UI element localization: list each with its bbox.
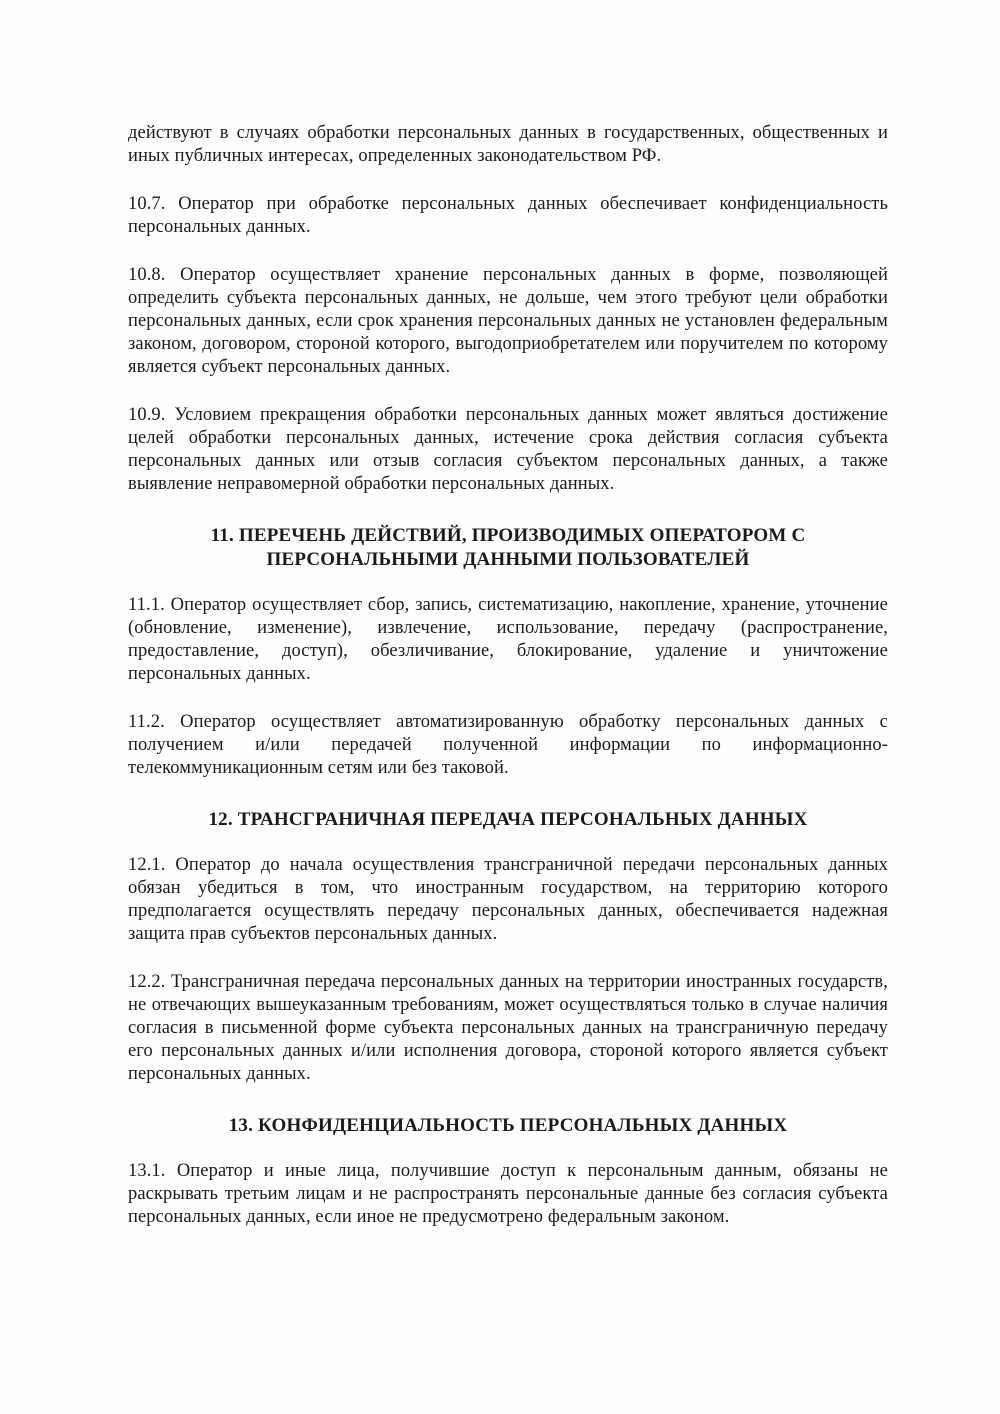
paragraph-12-2: 12.2. Трансграничная передача персональных данных на территории иностранных государств, не отвечающих вышеуказанным требованиям, может осуществляться только в случае наличия согласия в письменной форме субъекта персональных данных на трансграничную передачу его персональных данных и/или исполнения договора, стороной которого является субъект персональных данных. bbox=[128, 972, 888, 1084]
section-11-heading bbox=[128, 524, 888, 572]
paragraph-10-9: 10.9. Условием прекращения обработки персональных данных может являться достижение целей обработки персональных данных, истечение срока действия согласия субъекта персональных данных или отзыв согласия субъектом персональных данных, а также выявление неправомерной обработки персональных данных. bbox=[128, 405, 888, 494]
section-13-heading: 13. КОНФИДЕНЦИАЛЬНОСТЬ ПЕРСОНАЛЬНЫХ ДАННЫХ bbox=[228, 1115, 788, 1136]
document-body bbox=[128, 122, 888, 1254]
paragraph-12-1: 12.1. Оператор до начала осуществления трансграничной передачи персональных данных обязан убедиться в том, что иностранным государством, на территорию которого предполагается осуществлять передачу персональных данных, обеспечивается надежная защита прав субъектов персональных данных. bbox=[128, 855, 888, 944]
paragraph-11-2: 11.2. Оператор осуществляет автоматизированную обработку персональных данных с получением и/или передачей полученной информации по информационно-телекоммуникационным сетям или без таковой. bbox=[128, 712, 888, 778]
paragraph-10-8: 10.8. Оператор осуществляет хранение персональных данных в форме, позволяющей определить субъекта персональных данных, не дольше, чем этого требуют цели обработки персональных данных, если срок хранения персональных данных не установлен федеральным законом, договором, стороной которого, выгодоприобретателем или поручителем по которому является субъект персональных данных. bbox=[128, 265, 888, 377]
section-12-heading: 12. ТРАНСГРАНИЧНАЯ ПЕРЕДАЧА ПЕРСОНАЛЬНЫХ ДАННЫХ bbox=[208, 809, 808, 830]
paragraph-13-1: 13.1. Оператор и иные лица, получившие доступ к персональным данным, обязаны не раскрывать третьим лицам и не распространять персональные данные без согласия субъекта персональных данных, если иное не предусмотрено федеральным законом. bbox=[128, 1161, 888, 1227]
section-11-heading-line-2: ПЕРСОНАЛЬНЫМИ ДАННЫМИ ПОЛЬЗОВАТЕЛЕЙ bbox=[266, 549, 750, 570]
paragraph-10-7: 10.7. Оператор при обработке персональных данных обеспечивает конфиденциальность персональных данных. bbox=[128, 194, 888, 237]
section-11-heading-line-1: 11. ПЕРЕЧЕНЬ ДЕЙСТВИЙ, ПРОИЗВОДИМЫХ ОПЕРАТОРОМ С bbox=[210, 525, 806, 546]
paragraph-10-6-continuation: действуют в случаях обработки персональных данных в государственных, общественных и иных публичных интересах, определенных законодательством РФ. bbox=[128, 123, 888, 166]
paragraph-11-1: 11.1. Оператор осуществляет сбор, запись, систематизацию, накопление, хранение, уточнение (обновление, изменение), извлечение, использование, передачу (распространение, предоставление, доступ), обезличивание, блокирование, удаление и уничтожение персональных данных. bbox=[128, 595, 888, 684]
